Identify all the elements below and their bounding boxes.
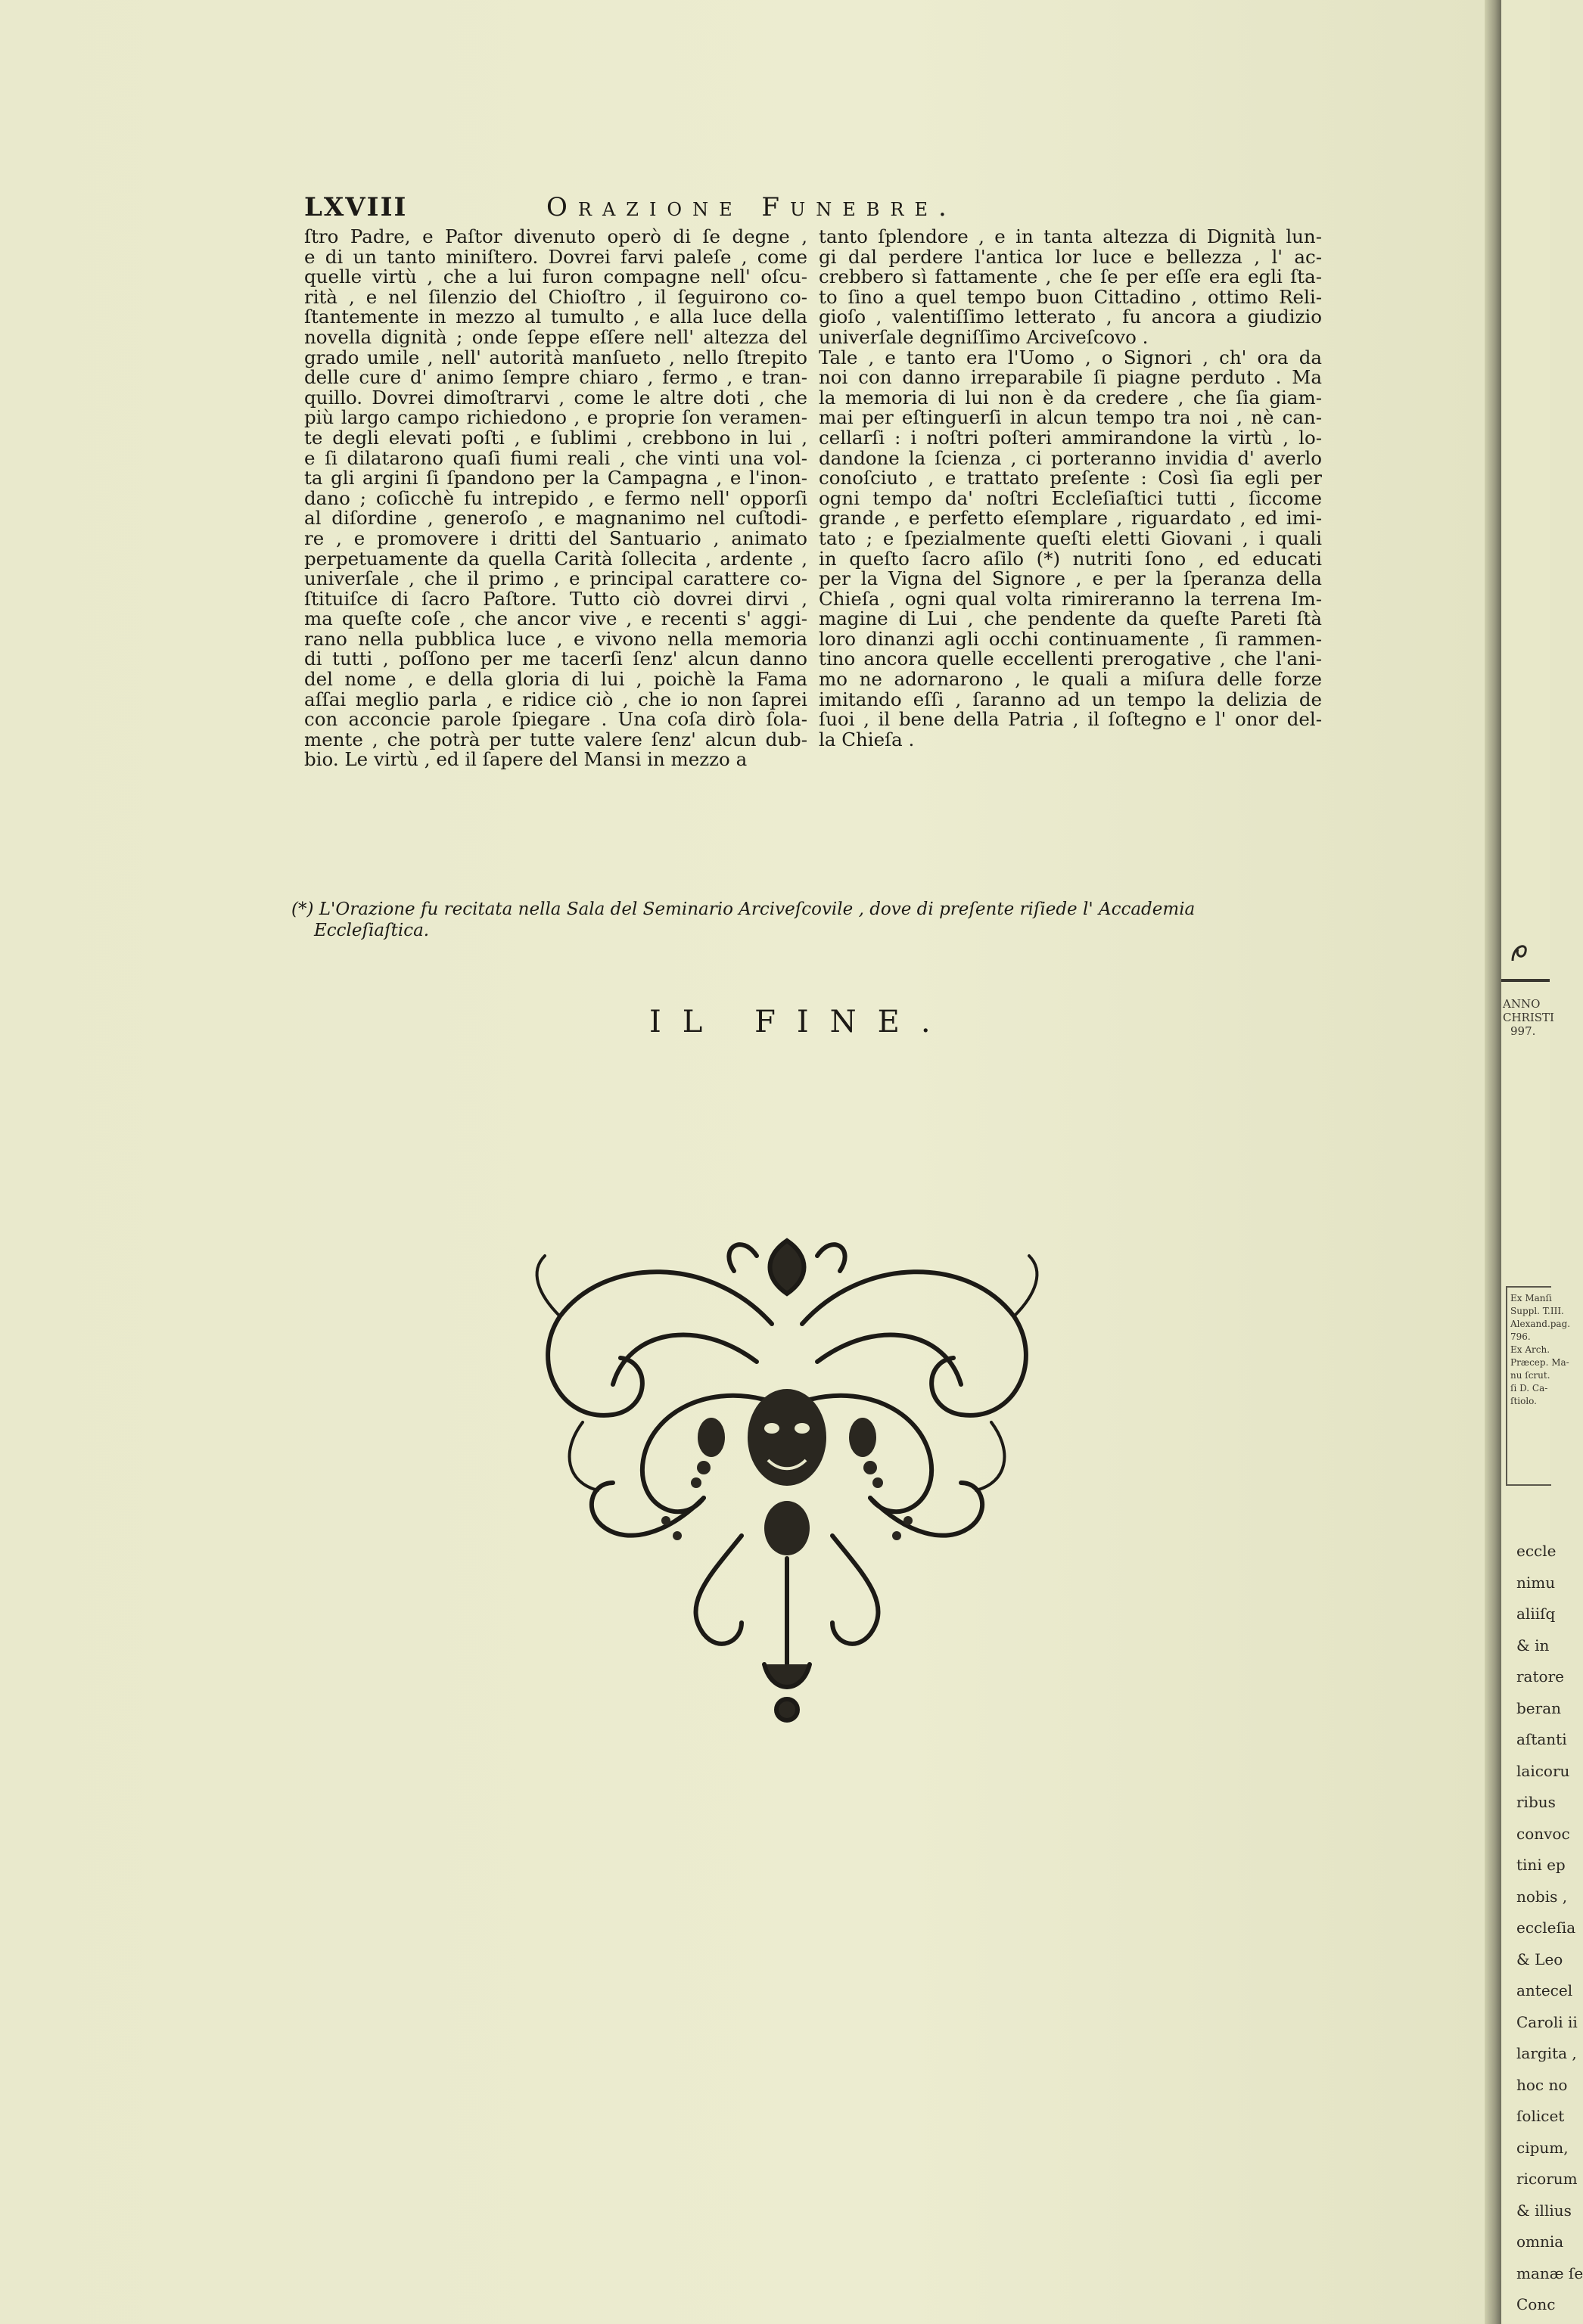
text-line: aſſai meglio parla , e ridice ciò , che io non ſaprei xyxy=(304,688,807,710)
text-line: grande , e perfetto eſemplare , riguardato , ed imi- xyxy=(819,507,1322,530)
ink-mark-icon xyxy=(1509,938,1532,968)
page-number: LXVIII xyxy=(304,192,408,222)
text-line: ta gli argini ſi ſpandono per la Campagna , e l'inon- xyxy=(304,467,807,489)
text-line: rità , e nel ſilenzio del Chioſtro , il ſeguirono co- xyxy=(304,285,807,308)
adjacent-page-edge xyxy=(1501,0,1550,2324)
margin-note-line: 997. xyxy=(1510,1024,1536,1038)
edge-word: nimu xyxy=(1516,1573,1556,1592)
edge-word: cipum, xyxy=(1516,2138,1569,2157)
edge-word: & in xyxy=(1516,1636,1550,1654)
text-line: quillo. Dovrei dimoſtrarvi , come le altre doti , che xyxy=(304,386,807,409)
text-line: to ſino a quel tempo buon Cittadino , ottimo Reli- xyxy=(819,285,1322,308)
page-title: Orazione Funebre. xyxy=(546,192,957,222)
text-line: re , e promovere i dritti del Santuario , animato xyxy=(304,527,807,549)
text-line: ogni tempo da' noſtri Eccleſiaſtici tutti , ſiccome xyxy=(819,486,1322,509)
text-line: ſtro Padre, e Paſtor divenuto operò di ſe degne , xyxy=(304,225,807,247)
margin-rule xyxy=(1501,979,1550,982)
edge-word: convoc xyxy=(1516,1824,1570,1843)
edge-word: nobis , xyxy=(1516,1887,1568,1906)
text-line: ſuoi , il bene della Patria , il ſoſtegno e l' onor del- xyxy=(819,708,1322,731)
edge-word: ribus xyxy=(1516,1793,1556,1811)
text-line: al diſordine , generoſo , e magnanimo nel cuſtodi- xyxy=(304,507,807,530)
margin-note-line: Suppl. T.III. xyxy=(1510,1306,1564,1316)
margin-note-line: Præcep. Ma- xyxy=(1510,1357,1569,1368)
footnote-line: (*) L'Orazione fu recitata nella Sala del Seminario Arciveſcovile , dove di preſente riſiede l' Accademia xyxy=(291,899,1196,919)
edge-word: ratore xyxy=(1516,1667,1564,1686)
text-line: conoſciuto , e trattato preſente : Così ſia egli per xyxy=(819,467,1322,489)
margin-note-anno xyxy=(1503,997,1554,1038)
text-line: rano nella pubblica luce , e vivono nella memoria xyxy=(304,627,807,650)
margin-note-line: ſi D. Ca- xyxy=(1510,1383,1548,1393)
text-line: la memoria di lui non è da credere , che ſia giam- xyxy=(819,386,1322,409)
text-line: mente , che potrà per tutte valere ſenz' alcun dub- xyxy=(304,728,807,750)
text-line: bio. Le virtù , ed il ſapere del Mansi in mezzo a xyxy=(304,748,748,771)
text-line: la Chieſa . xyxy=(819,728,915,750)
edge-word: antecel xyxy=(1516,1981,1573,1999)
edge-word: eccle xyxy=(1516,1542,1557,1560)
right-text-column xyxy=(819,227,1322,750)
edge-word: tini ep xyxy=(1516,1856,1566,1874)
edge-word: ſolicet xyxy=(1516,2107,1565,2125)
book-gutter xyxy=(1485,0,1501,2324)
footnote xyxy=(291,899,1343,941)
text-line: ma queſte coſe , che ancor vive , e recenti s' aggi- xyxy=(304,607,807,630)
text-line: univerſale degniſſimo Arciveſcovo . xyxy=(819,325,1149,348)
margin-note-line: nu ſcrut. xyxy=(1510,1370,1550,1381)
margin-note-line: Alexand.pag. xyxy=(1510,1319,1571,1329)
footnote-line: Eccleſiaſtica. xyxy=(314,921,430,940)
text-line: più largo campo richiedono , e proprie ſon veramen- xyxy=(304,406,807,429)
margin-note-line: Ex Manſi xyxy=(1510,1293,1552,1303)
text-line: crebbero sì fattamente , che ſe per eſſe era egli ſta- xyxy=(819,266,1322,288)
margin-note-line: 796. xyxy=(1510,1331,1531,1342)
text-line: e di un tanto miniſtero. Dovrei farvi paleſe , come xyxy=(304,245,807,268)
text-line: perpetuamente da quella Carità ſollecita , ardente , xyxy=(304,547,807,570)
text-line: cellarſi : i noſtri poſteri ammirandone la virtù , lo- xyxy=(819,426,1322,449)
text-line: Chieſa , ogni qual volta rimireranno la terrena Im- xyxy=(819,587,1322,610)
text-line: tato ; e ſpezialmente queſti eletti Giovani , i quali xyxy=(819,527,1322,549)
edge-word: aſtanti xyxy=(1516,1730,1567,1748)
text-line: mo ne adornarono , le quali a miſura delle forze xyxy=(819,668,1322,691)
edge-word: aliiſq xyxy=(1516,1605,1556,1623)
running-head xyxy=(304,192,1091,230)
edge-word: hoc no xyxy=(1516,2075,1568,2094)
text-line: tino ancora quelle eccellenti prerogative , che l'ani- xyxy=(819,648,1322,670)
edge-word: & illius xyxy=(1516,2201,1572,2220)
text-line: ſtantemente in mezzo al tumulto , e alla luce della xyxy=(304,306,807,328)
text-line: imitando eſſi , ſaranno ad un tempo la delizia de xyxy=(819,688,1322,710)
margin-note-line: ANNO xyxy=(1503,997,1541,1011)
edge-word: omnia xyxy=(1516,2232,1564,2251)
text-line: gi dal perdere l'antica lor luce e bellezza , l' ac- xyxy=(819,245,1322,268)
text-line: gioſo , valentiſſimo letterato , fu ancora a giudizio xyxy=(819,306,1322,328)
text-line: con acconcie parole ſpiegare . Una coſa dirò ſola- xyxy=(304,708,807,731)
text-line: noi con danno irreparabile ſi piagne perduto . Ma xyxy=(819,366,1322,389)
margin-note-line: CHRISTI xyxy=(1503,1011,1554,1024)
edge-word: beran xyxy=(1516,1698,1562,1717)
text-line: mai per eſtinguerſi in alcun tempo tra noi , nè can- xyxy=(819,406,1322,429)
margin-note-sources xyxy=(1510,1292,1570,1408)
text-line: quelle virtù , che a lui furon compagne nell' oſcu- xyxy=(304,266,807,288)
text-line: loro dinanzi agli occhi continuamente , ſi rammen- xyxy=(819,627,1322,650)
text-line: dandone la ſcienza , ci porteranno invidia d' averlo xyxy=(819,446,1322,469)
end-mark: IL FINE. xyxy=(649,1005,952,1039)
edge-word: Caroli ii xyxy=(1516,2012,1578,2031)
text-line: di tutti , poſſono per me tacerſi ſenz' alcun danno xyxy=(304,648,807,670)
edge-word: eccleſia xyxy=(1516,1919,1576,1937)
edge-word: largita , xyxy=(1516,2044,1577,2062)
text-line: ſtituiſce di ſacro Paſtore. Tutto ciò dovrei dirvi , xyxy=(304,587,807,610)
edge-word: laicoru xyxy=(1516,1761,1570,1780)
text-line: tanto ſplendore , e in tanta altezza di Dignità lun- xyxy=(819,225,1322,247)
text-line: te degli elevati poſti , e ſublimi , crebbono in lui , xyxy=(304,426,807,449)
edge-word: ricorum xyxy=(1516,2170,1578,2188)
text-line: delle cure d' animo ſempre chiaro , fermo , e tran- xyxy=(304,366,807,389)
text-line: dano ; coſicchè fu intrepido , e fermo nell' opporſi xyxy=(304,486,807,509)
margin-note-line: ſtiolo. xyxy=(1510,1396,1537,1406)
text-line: del nome , e della gloria di lui , poichè la Fama xyxy=(304,668,807,691)
left-text-column xyxy=(304,227,807,770)
text-line: per la Vigna del Signore , e per la ſperanza della xyxy=(819,567,1322,590)
text-line: Tale , e tanto era l'Uomo , o Signori , ch' ora da xyxy=(819,346,1322,368)
margin-note-line: Ex Arch. xyxy=(1510,1344,1550,1355)
edge-word: Conc xyxy=(1516,2295,1556,2313)
ornamental-tailpiece xyxy=(515,1210,1059,1740)
edge-word: manæ ſe xyxy=(1516,2263,1583,2282)
text-line: novella dignità ; onde ſeppe eſſere nell' altezza del xyxy=(304,325,807,348)
text-line: grado umile , nell' autorità manſueto , nello ſtrepito xyxy=(304,346,807,368)
text-line: univerſale , che il primo , e principal carattere co- xyxy=(304,567,807,590)
text-line: in queſto ſacro aſilo (*) nutriti ſono , ed educati xyxy=(819,547,1322,570)
text-line: e ſi dilatarono quaſi fiumi reali , che vinti una vol- xyxy=(304,446,807,469)
edge-word: & Leo xyxy=(1516,1950,1563,1968)
text-line: magine di Lui , che pendente da queſte Pareti ſtà xyxy=(819,607,1322,630)
